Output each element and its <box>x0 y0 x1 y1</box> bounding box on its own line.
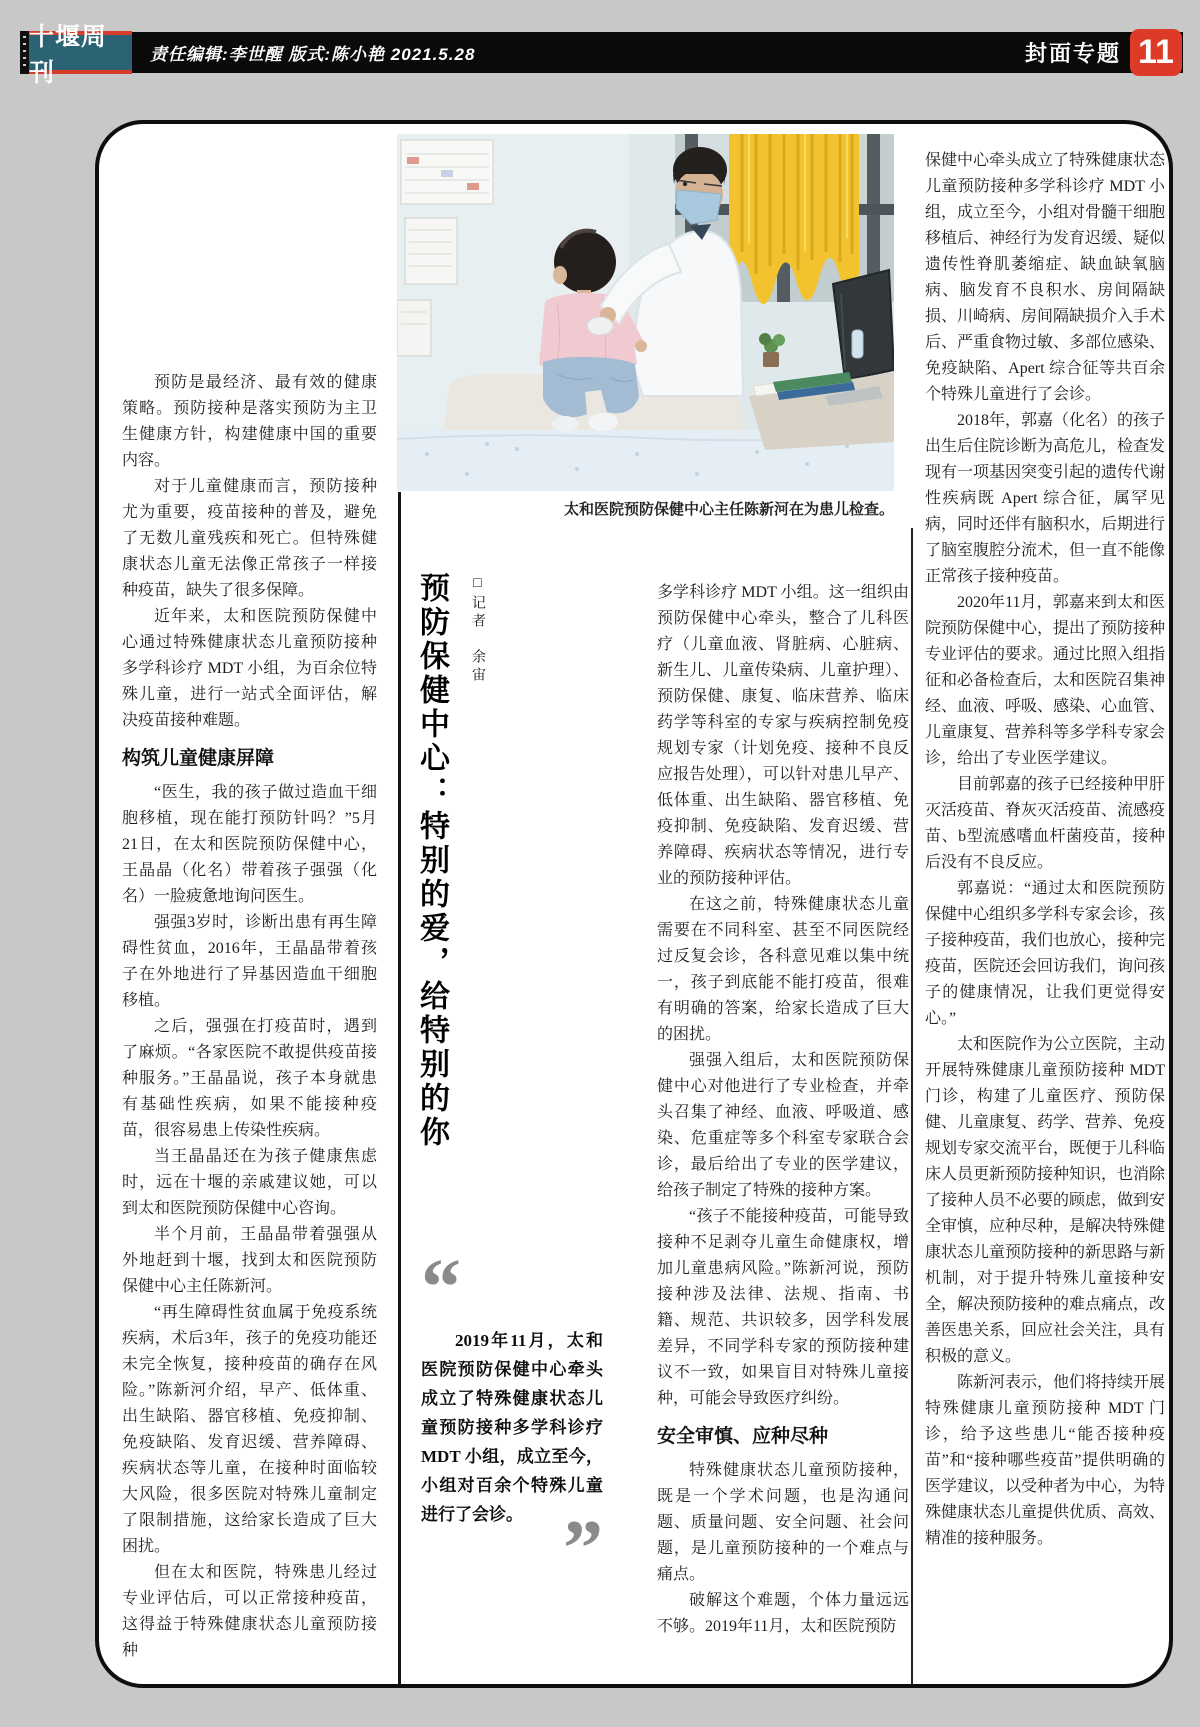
masthead-title: 十堰周刊 <box>29 22 108 87</box>
paragraph: 特殊健康状态儿童预防接种，既是一个学术问题，也是沟通问题、质量问题、安全问题、社会问题，是儿童预防接种的一个难点与痛点。 <box>657 1462 909 1583</box>
paragraph: 近年来，太和医院预防保健中心通过特殊健康状态儿童预防接种多学科诊疗 MDT 小组，为百余位特殊儿童，进行一站式全面评估，解决疫苗接种难题。 <box>122 608 377 729</box>
close-quote-icon: ” <box>563 1505 603 1593</box>
header-bar <box>132 32 1183 73</box>
editor-info: 责任编辑:李世醒 版式:陈小艳 2021.5.28 <box>150 45 476 64</box>
paragraph: 当王晶晶还在为孩子健康焦虑时，远在十堰的亲戚建议她，可以到太和医院预防保健中心咨询。 <box>122 1148 377 1217</box>
paragraph: 2020年11月，郭嘉来到太和医院预防保健中心，提出了预防接种专业评估的要求。通过比照入组指征和必备检查后，太和医院召集神经、血液、呼吸、感染、心血管、儿童康复、营养科等多学科专家会诊，给出了专业医学建议。 <box>925 594 1165 767</box>
paragraph: 半个月前，王晶晶带着强强从外地赶到十堰，找到太和医院预防保健中心主任陈新河。 <box>122 1226 377 1295</box>
paragraph: 陈新河表示，他们将持续开展特殊健康儿童预防接种 MDT 门诊，给予这些患儿“能否接种疫苗”和“接种哪些疫苗”提供明确的医学建议，以受种者为中心，为特殊健康状态儿童提供优质、高效、精准的接种服务。 <box>925 1374 1165 1547</box>
pull-quote-text: 2019年11月，太和医院预防保健中心牵头成立了特殊健康状态儿童预防接种多学科诊疗 MDT 小组，成立至今，小组对百余个特殊儿童进行了会诊。 <box>421 1331 603 1524</box>
right-column <box>925 148 1165 1676</box>
paragraph: 多学科诊疗 MDT 小组。这一组织由预防保健中心牵头，整合了儿科医疗（儿童血液、肾脏病、心脏病、新生儿、儿童传染病、儿童护理）、预防保健、康复、临床营养、临床药学等科室的专家与疾病控制免疫规划专家（计划免疫、接种不良反应报告处理），可以针对患儿早产、低体重、出生缺陷、器官移植、免疫抑制、免疫缺陷、发育迟缓、营养障碍、疾病状态等情况，进行专业的预防接种评估。 <box>657 584 909 887</box>
article-headline: 预防保健中心：特别的爱，给特别的你 <box>415 572 448 1150</box>
article-photo <box>397 134 894 491</box>
column-rule-right <box>911 528 913 1688</box>
paragraph: 强强入组后，太和医院预防保健中心对他进行了专业检查，并牵头召集了神经、血液、呼吸道、感染、危重症等多个科室专家联合会诊，最后给出了专业的医学建议，给孩子制定了特殊的接种方案。 <box>657 1052 909 1199</box>
paragraph: 目前郭嘉的孩子已经接种甲肝灭活疫苗、脊灰灭活疫苗、流感疫苗、b型流感嗜血杆菌疫苗，接种后没有不良反应。 <box>925 776 1165 871</box>
middle-column <box>657 580 909 1680</box>
paragraph: 破解这个难题，个体力量远远不够。2019年11月，太和医院预防 <box>657 1592 909 1635</box>
paragraph: 对于儿童健康而言，预防接种尤为重要，疫苗接种的普及，避免了无数儿童残疾和死亡。但特殊健康状态儿童无法像正常孩子一样接种疫苗，缺失了很多保障。 <box>122 478 377 599</box>
paragraph: “再生障碍性贫血属于免疫系统疾病，术后3年，孩子的免疫功能还未完全恢复，接种疫苗的确存在风险。”陈新河介绍，早产、低体重、出生缺陷、器官移植、免疫抑制、免疫缺陷、发育迟缓、营养障碍、疾病状态等儿童，在接种时面临较大风险，很多医院对特殊儿童制定了限制措施，这给家长造成了巨大困扰。 <box>122 1304 377 1555</box>
section-title: 封面专题 <box>1024 41 1121 66</box>
pull-quote <box>421 1244 603 1593</box>
paragraph: “医生，我的孩子做过造血干细胞移植，现在能打预防针吗？”5月21日，在太和医院预防保健中心，王晶晶（化名）带着孩子强强（化名）一脸疲惫地询问医生。 <box>122 784 377 905</box>
article-frame <box>95 120 1173 1688</box>
page-number-badge: 11 <box>1130 29 1182 76</box>
paragraph: 太和医院作为公立医院，主动开展特殊健康儿童预防接种 MDT 门诊，构建了儿童医疗、预防保健、儿童康复、药学、营养、免疫规划专家交流平台，既便于儿科临床人员更新预防接种知识，也消除了接种人员不必要的顾虑，做到安全审慎，应种尽种，是解决特殊健康状态儿童预防接种的新思路与新机制，对于提升特殊儿童接种安全，解决预防接种的难点痛点，改善医患关系，回应社会关注，具有积极的意义。 <box>925 1036 1165 1365</box>
left-column <box>122 370 377 1666</box>
paragraph: 保健中心牵头成立了特殊健康状态儿童预防接种多学科诊疗 MDT 小组，成立至今，小组对骨髓干细胞移植后、神经行为发育迟缓、疑似遗传性脊肌萎缩症、缺血缺氧脑病、脑发育不良积水、房间隔缺损、川崎病、房间隔缺损介入手术后、严重食物过敏、多部位感染、免疫缺陷、Apert 综合征等共百余个特殊儿童进行了会诊。 <box>925 152 1165 403</box>
paragraph: 之后，强强在打疫苗时，遇到了麻烦。“各家医院不敢提供疫苗接种服务。”王晶晶说，孩子本身就患有基础性疾病，如果不能接种疫苗，很容易患上传染性疾病。 <box>122 1018 377 1139</box>
paragraph: 2018年，郭嘉（化名）的孩子出生后住院诊断为高危儿，检查发现有一项基因突变引起的遗传代谢性疾病既 Apert 综合征，属罕见病，同时还伴有脑积水，后期进行了脑室腹腔分流术，但一直不能像正常孩子接种疫苗。 <box>925 412 1165 585</box>
photo-caption: 太和医院预防保健中心主任陈新河在为患儿检查。 <box>563 501 894 518</box>
paragraph: 强强3岁时，诊断出患有再生障碍性贫血，2016年，王晶晶带着孩子在外地进行了异基因造血干细胞移植。 <box>122 914 377 1009</box>
open-quote-icon: “ <box>421 1244 461 1332</box>
paragraph: 郭嘉说：“通过太和医院预防保健中心组织多学科专家会诊，孩子接种疫苗，我们也放心，接种完疫苗，医院还会回访我们，询问孩子的健康情况，让我们更觉得安心。” <box>925 880 1165 1027</box>
paragraph: 在这之前，特殊健康状态儿童需要在不同科室、甚至不同医院经过反复会诊，各科意见难以集中统一，孩子到底能不能打疫苗，很难有明确的答案，给家长造成了巨大的困扰。 <box>657 896 909 1043</box>
paragraph: “孩子不能接种疫苗，可能导致接种不足剥夺儿童生命健康权，增加儿童患病风险。”陈新河说，预防接种涉及法律、法规、指南、书籍、规范、共识较多，因学科发展差异，不同学科专家的预防接种建议不一致，如果盲目对特殊儿童接种，可能会导致医疗纠纷。 <box>657 1208 909 1407</box>
paragraph: 预防是最经济、最有效的健康策略。预防接种是落实预防为主卫生健康方针，构建健康中国的重要内容。 <box>122 374 377 469</box>
masthead <box>29 22 132 87</box>
section-heading: 构筑儿童健康屏障 <box>122 748 275 769</box>
paragraph: 但在太和医院，特殊患儿经过专业评估后，可以正常接种疫苗，这得益于特殊健康状态儿童预防接种 <box>122 1564 377 1659</box>
column-rule-left <box>398 492 401 1688</box>
article-byline: □记者 余宙 <box>470 576 485 685</box>
masthead-side-strip <box>20 31 29 74</box>
section-heading: 安全审慎、应种尽种 <box>657 1426 829 1447</box>
